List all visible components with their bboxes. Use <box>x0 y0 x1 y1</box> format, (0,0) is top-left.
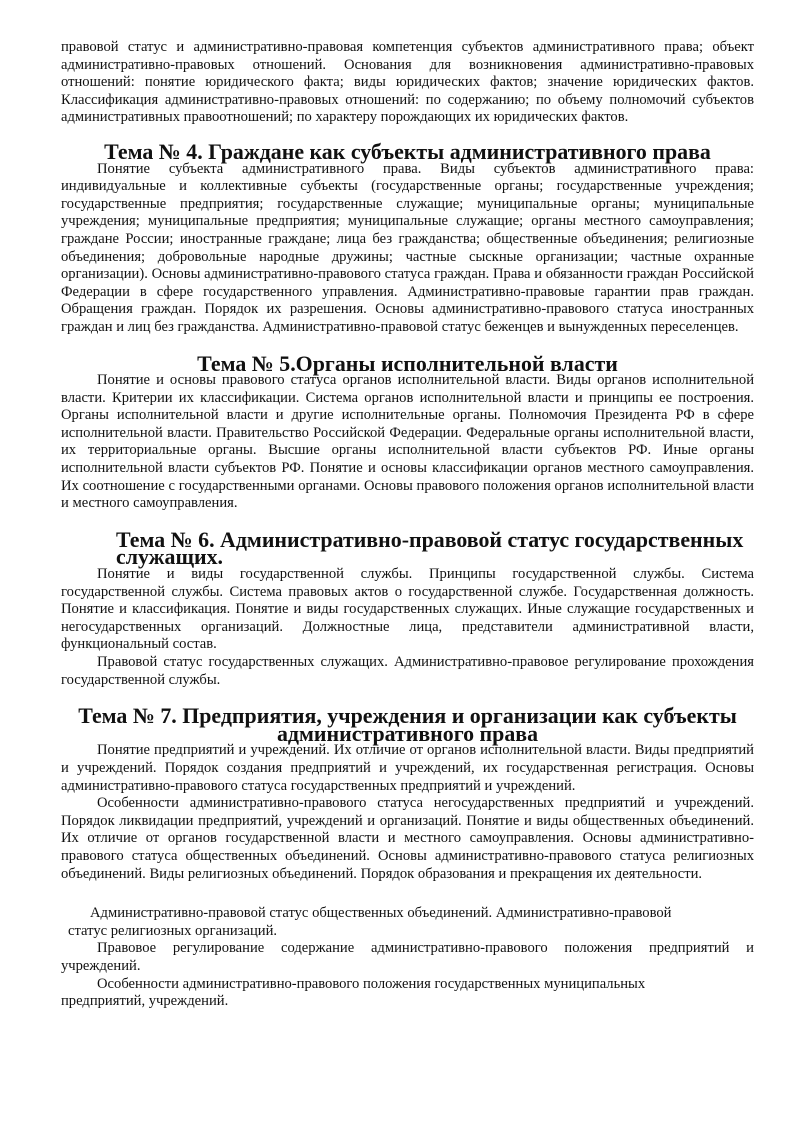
intro-paragraph: правовой статус и административно-правовая компетенция субъектов административного права; объект административно-правовых отношений. Основания для возникновения административно-правовых отношений: понятие юридического факта; виды юридических фактов; значение юридических фактов. Классификация административно-правовых отношений: по содержанию; по объему полномочий субъектов административных правоотношений; по характеру порождающих их юридических фактов. <box>61 39 754 126</box>
section-topic-5 <box>61 350 754 513</box>
trailing-line: статус религиозных организаций. <box>68 922 278 939</box>
section-heading-line: Тема № 7. Предприятия, учреждения и организации как субъекты <box>78 703 737 729</box>
section-topic-7 <box>61 703 754 883</box>
trailing-line: предприятий, учреждений. <box>61 993 229 1010</box>
section-heading-line: административного права <box>276 720 539 746</box>
section-topic-6 <box>61 526 754 689</box>
section-paragraph: Особенности административно-правового статуса негосударственных предприятий и учреждений. Порядок ликвидации предприятий, учреждений и организаций. Понятие и виды общественных объединений. Их отличие от органов государственной власти и местного самоуправления. Основы административно-правового статуса общественных объединений. Основы административно-правового статуса религиозных объединений. Виды религиозных объединений. Порядок образования и прекращения их деятельности. <box>61 795 754 882</box>
section-paragraph: Понятие и виды государственной службы. Принципы государственной службы. Система государственной службы. Система правовых актов о государственной службе. Государственная должность. Понятие и классификация. Понятие и виды государственных служащих. Иные служащие государственных и негосударственных организаций. Должностные лица, представители административной власти, функциональный состав. <box>61 566 754 653</box>
trailing-notes <box>61 905 754 1011</box>
spacer <box>61 883 754 905</box>
trailing-paragraph: Правовое регулирование содержание административно-правового положения предприятий и учреждений. <box>61 940 754 974</box>
document-page <box>61 39 754 1011</box>
section-paragraph: Правовой статус государственных служащих. Административно-правовое регулирование прохождения государственной службы. <box>61 654 754 688</box>
section-heading: Тема № 5.Органы исполнительной власти <box>197 350 618 376</box>
section-paragraph: Понятие предприятий и учреждений. Их отличие от органов исполнительной власти. Виды предприятий и учреждений. Порядок создания предприятий и учреждений, их государственная регистрация. Основы административно-правового статуса государственных предприятий и учреждений. <box>61 742 754 794</box>
section-heading: Тема № 4. Граждане как субъекты административного права <box>104 138 711 164</box>
section-paragraph: Понятие и основы правового статуса органов исполнительной власти. Виды органов исполнительной власти. Критерии их классификации. Система органов исполнительной власти и принципы ее построения. Органы исполнительной власти и другие исполнительные органы. Полномочия Президента РФ в сфере исполнительной власти. Правительство Российской Федерации. Федеральные органы исполнительной власти, их территориальные органы. Высшие органы исполнительной власти субъектов РФ. Иные органы исполнительной власти субъектов РФ. Понятие и основы классификации органов местного самоуправления. Их соотношение с государственными органами. Основы правового положения органов исполнительной власти и местного самоуправления. <box>61 372 754 512</box>
section-heading <box>61 703 754 746</box>
section-heading: Тема № 6. Административно-правовой статус государственных служащих. <box>116 526 744 570</box>
trailing-line: Особенности административно-правового положения государственных муниципальных <box>97 975 646 992</box>
trailing-line: Административно-правовой статус общественных объединений. Административно-правовой <box>90 905 672 922</box>
section-paragraph: Понятие субъекта административного права. Виды субъектов административного права: индивидуальные и коллективные субъекты (государственные органы; государственные учреждения; государственные предприятия; государственные служащие; муниципальные органы; муниципальные учреждения; муниципальные предприятия; муниципальные служащие; органы местного самоуправления; граждане России; иностранные граждане; лица без гражданства; общественные объединения; религиозные объединения; добровольные народные дружины; частные сыскные организации; частные охранные организации). Основы административно-правового статуса граждан. Права и обязанности граждан Российской Федерации в сфере государственного управления. Административно-правовые гарантии прав граждан. Обращения граждан. Порядок их разрешения. Основы административно-правового статуса иностранных граждан и лиц без гражданства. Административно-правовой статус беженцев и вынужденных переселенцев. <box>61 160 754 335</box>
section-topic-4 <box>61 138 754 337</box>
